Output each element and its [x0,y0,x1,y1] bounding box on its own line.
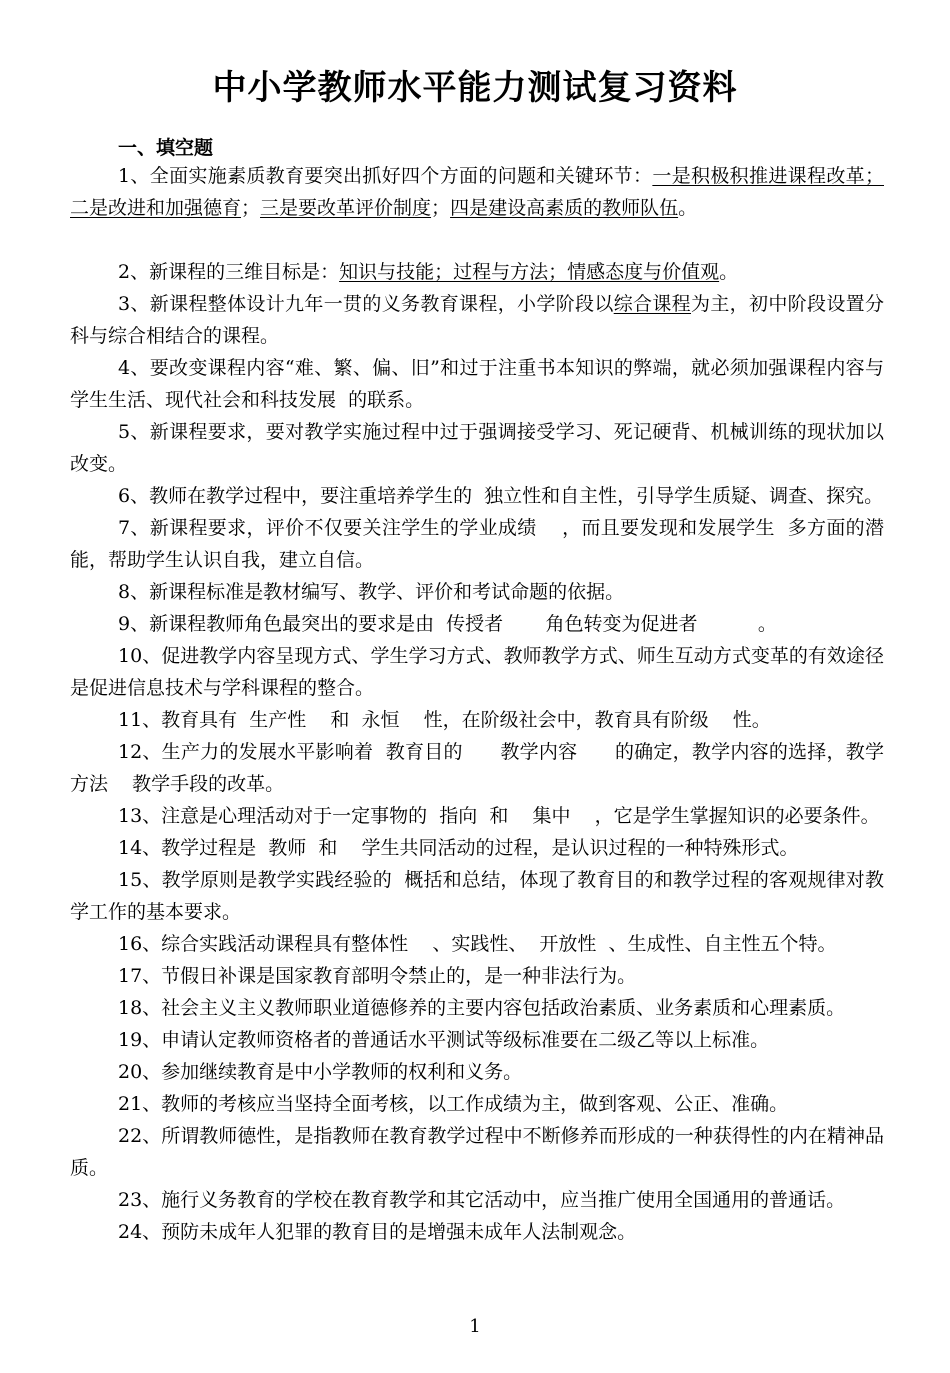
list-item [70,256,884,288]
list-item: 18、社会主义主义教师职业道德修养的主要内容包括政治素质、业务素质和心理素质。 [118,997,846,1019]
list-item: 9、新课程教师角色最突出的要求是由 传授者 角色转变为促进者 。 [118,613,777,635]
list-item [70,288,884,352]
list-item: 17、节假日补课是国家教育部明令禁止的，是一种非法行为。 [118,965,637,987]
item-text-end: 。 [719,261,739,283]
underlined-answer: 知识与技能；过程与方法；情感态度与价值观 [339,261,720,283]
page-title: 中小学教师水平能力测试复习资料 [212,68,738,108]
item-text-end: 。 [678,197,698,219]
list-item: 11、教育具有 生产性 和 永恒 性，在阶级社会中，教育具有阶级 性。 [118,709,771,731]
list-item: 20、参加继续教育是中小学教师的权利和义务。 [118,1061,523,1083]
underlined-answer: 四是建设高素质的教师队伍 [450,197,679,219]
list-item: 12、生产力的发展水平影响着 教育目的 教学内容 的确定，教学内容的选择，教学方法 教学手段的改革。 [70,741,884,795]
list-item: 22、所谓教师德性，是指教师在教育教学过程中不断修养而形成的一种获得性的内在精神品质。 [70,1125,884,1179]
list-item: 21、教师的考核应当坚持全面考核，以工作成绩为主，做到客观、公正、准确。 [118,1093,789,1115]
list-item: 10、促进教学内容呈现方式、学生学习方式、教师教学方式、师生互动方式变革的有效途径是促进信息技术与学科课程的整合。 [70,645,884,699]
item-text-end: 为主，初中阶段设置分科与综合相结合的课程。 [70,293,884,347]
list-item: 19、申请认定教师资格者的普通话水平测试等级标准要在二级乙等以上标准。 [118,1029,770,1051]
separator: ； [241,197,261,219]
list-item: 5、新课程要求，要对教学实施过程中过于强调接受学习、死记硬背、机械训练的现状加以改变。 [70,421,884,475]
list-item: 16、综合实践活动课程具有整体性 、实践性、 开放性 、生成性、自主性五个特。 [118,933,837,955]
list-item: 23、施行义务教育的学校在教育教学和其它活动中，应当推广使用全国通用的普通话。 [118,1189,846,1211]
list-item: 6、教师在教学过程中，要注重培养学生的 独立性和自主性，引导学生质疑、调查、探究。 [118,485,884,507]
section-heading: 一、填空题 [118,137,214,159]
list-item: 7、新课程要求，评价不仅要关注学生的学业成绩 ，而且要发现和发展学生 多方面的潜能，帮助学生认识自我，建立自信。 [70,517,884,571]
item-text: 1、全面实施素质教育要突出抓好四个方面的问题和关键环节： [118,165,653,187]
list-item: 24、预防未成年人犯罪的教育目的是增强未成年人法制观念。 [118,1221,637,1243]
list-item: 8、新课程标准是教材编写、教学、评价和考试命题的依据。 [118,581,625,603]
list-item: 13、注意是心理活动对于一定事物的 指向 和 集中 ，它是学生掌握知识的必要条件。 [118,805,880,827]
list-item: 4、要改变课程内容“难、繁、偏、旧”和过于注重书本知识的弊端，就必须加强课程内容与 学生生活、现代社会和科技发展 的联系。 [70,357,897,411]
underlined-answer: 综合课程 [613,293,692,315]
question-list [70,160,897,1248]
page-number: 1 [469,1316,481,1337]
underlined-answer: 三是要改革评价制度 [260,197,432,219]
underlined-answer: 一是积极积推进课程改革；二是改进和加强德育 [70,165,884,219]
item-text: 3、新课程整体设计九年一贯的义务教育课程，小学阶段以 [118,293,614,315]
list-item [70,160,884,224]
list-item: 15、教学原则是教学实践经验的 概括和总结，体现了教育目的和教学过程的客观规律对教学工作的基本要求。 [70,869,884,923]
list-item: 14、教学过程是 教师 和 学生共同活动的过程，是认识过程的一种特殊形式。 [118,837,799,859]
separator: ； [431,197,451,219]
item-text: 2、新课程的三维目标是： [118,261,340,283]
